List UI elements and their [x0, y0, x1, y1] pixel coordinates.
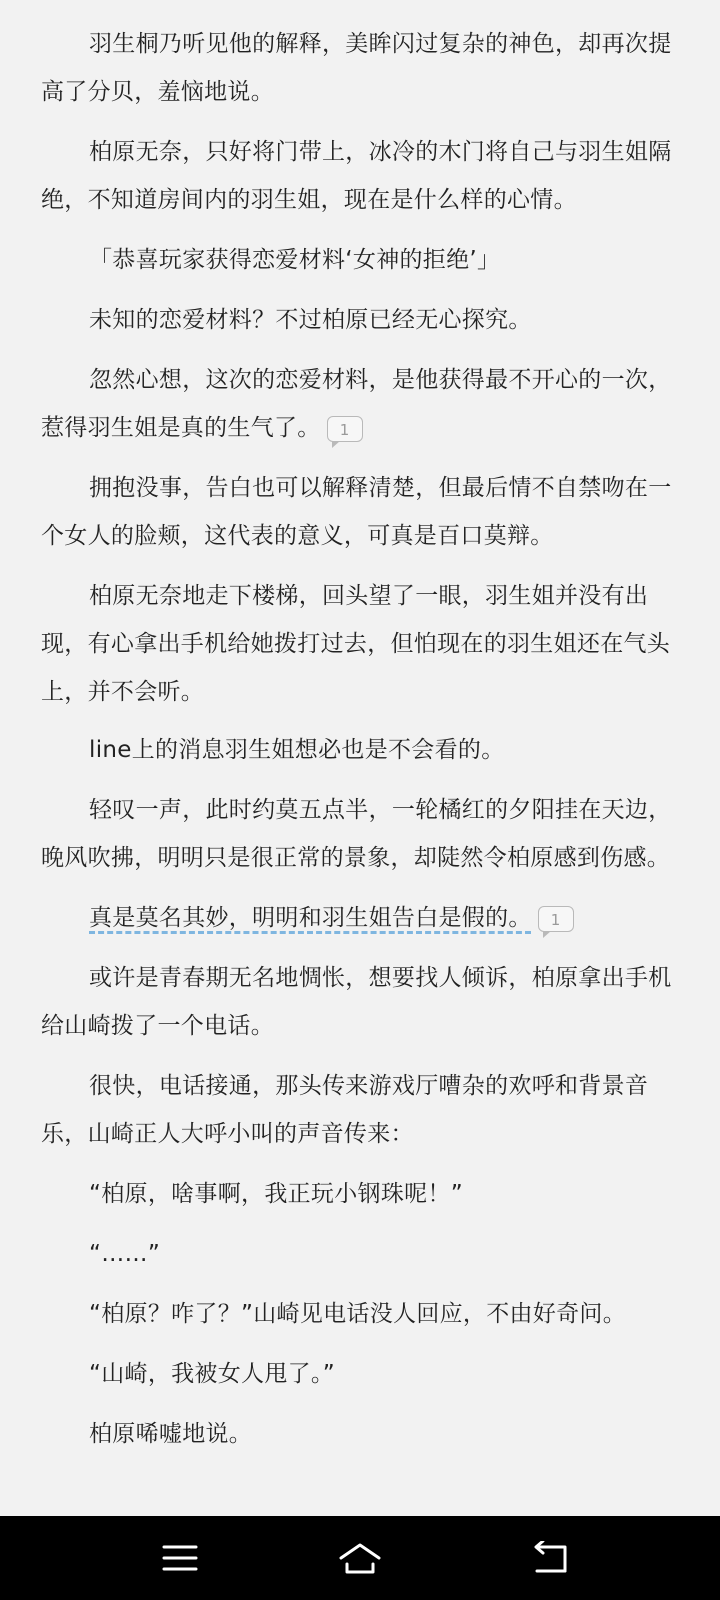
paragraph-text: 柏原无奈，只好将门带上，冰冷的木门将自己与羽生姐隔绝，不知道房间内的羽生姐，现在是什么样的心情。: [41, 139, 672, 213]
paragraph-text: 拥抱没事，告白也可以解释清楚，但最后情不自禁吻在一个女人的脸颊，这代表的意义，可真是百口莫辩。: [41, 475, 672, 549]
paragraph-text: 「恭喜玩家获得恋爱材料‘女神的拒绝’」: [89, 247, 501, 273]
paragraph-text: 羽生桐乃听见他的解释，美眸闪过复杂的神色，却再次提高了分贝，羞恼地说。: [41, 31, 672, 105]
home-icon: [337, 1540, 383, 1576]
menu-button[interactable]: [150, 1534, 210, 1582]
system-navigation-bar: [0, 1516, 720, 1600]
paragraph-text: 柏原唏嘘地说。: [89, 1421, 253, 1447]
paragraph-8: [41, 726, 681, 774]
back-icon: [531, 1541, 569, 1575]
paragraph-3: [41, 236, 681, 284]
paragraph-12: [41, 1062, 681, 1158]
paragraph-4: [41, 296, 681, 344]
paragraph-6: [41, 464, 681, 560]
home-button[interactable]: [330, 1534, 390, 1582]
paragraph-text: 柏原无奈地走下楼梯，回头望了一眼，羽生姐并没有出现，有心拿出手机给她拨打过去，但怕现在的羽生姐还在气头上，并不会听。: [41, 583, 671, 705]
paragraph-17: [41, 1410, 681, 1458]
paragraph-text: 轻叹一声，此时约莫五点半，一轮橘红的夕阳挂在天边，晚风吹拂，明明只是很正常的景象，却陡然令柏原感到伤感。: [41, 797, 672, 871]
paragraph-text: “……”: [89, 1241, 161, 1267]
paragraph-7: [41, 572, 681, 716]
paragraph-text: “山崎，我被女人甩了。”: [89, 1361, 335, 1387]
paragraph-text: 很快，电话接通，那头传来游戏厅嘈杂的欢呼和背景音乐，山崎正人大呼小叫的声音传来：: [41, 1073, 649, 1147]
paragraph-text: “柏原？咋了？”山崎见电话没人回应，不由好奇问。: [89, 1301, 627, 1327]
paragraph-9: [41, 786, 681, 882]
paragraph-16: [41, 1350, 681, 1398]
paragraph-15: [41, 1290, 681, 1338]
paragraph-text: line上的消息羽生姐想必也是不会看的。: [89, 737, 505, 763]
back-button[interactable]: [520, 1534, 580, 1582]
paragraph-text: “柏原，啥事啊，我正玩小钢珠呢！”: [89, 1181, 463, 1207]
underlined-paragraph-text[interactable]: 真是莫名其妙，明明和羽生姐告白是假的。: [89, 905, 532, 931]
paragraph-1: [41, 20, 681, 116]
paragraph-text: 或许是青春期无名地惆怅，想要找人倾诉，柏原拿出手机给山崎拨了一个电话。: [41, 965, 672, 1039]
paragraph-5: [41, 356, 681, 452]
paragraph-11: [41, 954, 681, 1050]
comment-count-badge[interactable]: 1: [538, 906, 574, 932]
paragraph-10: [41, 894, 681, 942]
paragraph-text: 忽然心想，这次的恋爱材料，是他获得最不开心的一次，惹得羽生姐是真的生气了。: [41, 367, 672, 441]
comment-count-badge[interactable]: 1: [327, 416, 363, 442]
paragraph-14: [41, 1230, 681, 1278]
paragraph-2: [41, 128, 681, 224]
paragraph-13: [41, 1170, 681, 1218]
paragraph-text: 未知的恋爱材料？不过柏原已经无心探究。: [89, 307, 532, 333]
menu-icon: [162, 1543, 198, 1573]
